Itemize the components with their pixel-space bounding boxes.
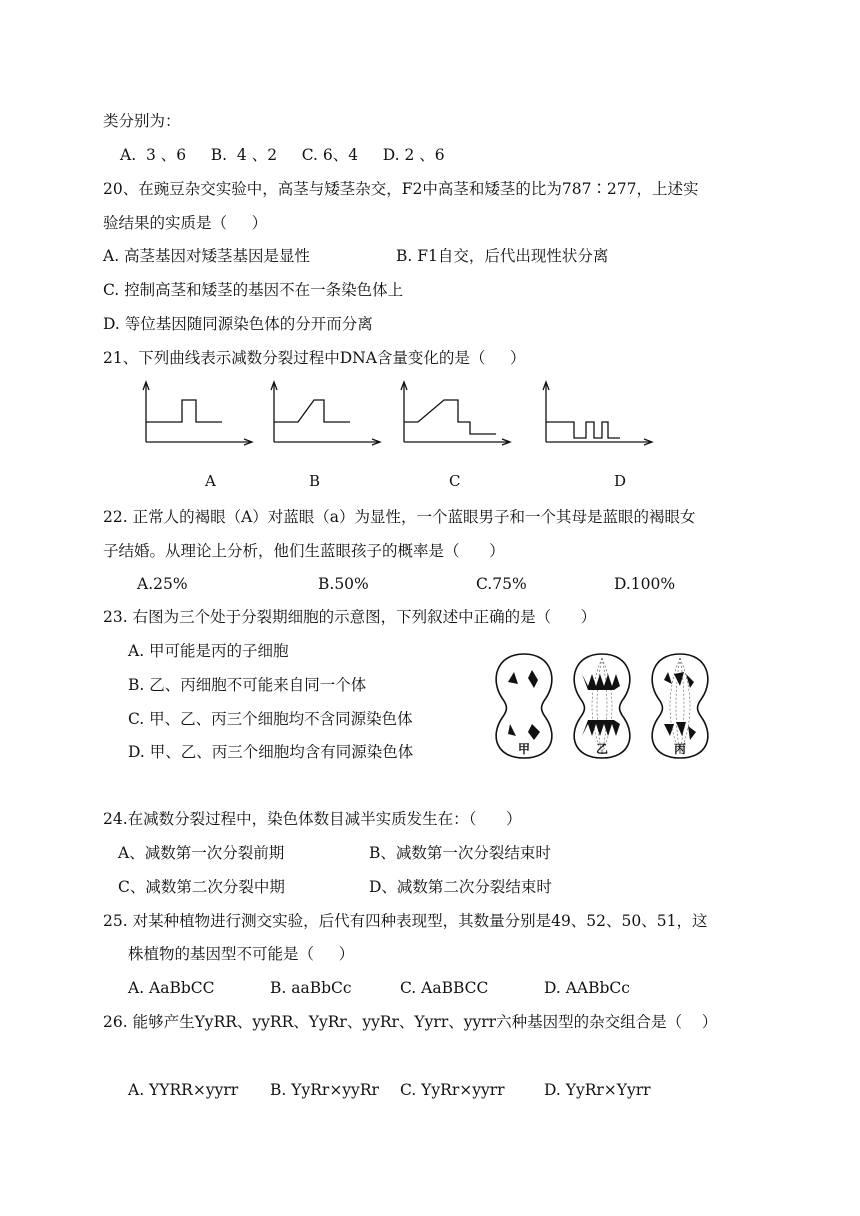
q23-option-b: B. 乙、丙细胞不可能来自同一个体 — [128, 676, 367, 694]
q20-option-a: A. 高茎基因对矮茎基因是显性 — [103, 247, 311, 265]
q26-option-c: C. YyRr×yyrr — [400, 1081, 505, 1099]
q25-option-a: A. AaBbCC — [128, 979, 215, 997]
q22-option-c: C.75% — [476, 575, 527, 593]
q25-stem-line1: 25. 对某种植物进行测交实验，后代有四种表现型，其数量分别是49、52、50、51，这 — [103, 912, 708, 930]
q21-graph-d — [540, 380, 660, 450]
q23-cell-label-yi: 乙 — [596, 742, 609, 756]
q26-option-b: B. YyRr×yyRr — [270, 1081, 379, 1099]
q22-option-b: B.50% — [318, 575, 369, 593]
q21-graph-a — [140, 380, 260, 450]
q21-graph-d-label: D — [614, 472, 627, 490]
q22-stem-line1: 22. 正常人的褐眼（A）对蓝眼（a）为显性，一个蓝眼男子和一个其母是蓝眼的褐眼女 — [103, 508, 696, 526]
q26-option-d: D. YyRr×Yyrr — [544, 1081, 651, 1099]
q23-option-c: C. 甲、乙、丙三个细胞均不含同源染色体 — [128, 710, 413, 728]
q21-graph-b-label: B — [309, 472, 321, 490]
q24-option-a: A、减数第一次分裂前期 — [118, 844, 285, 862]
q25-option-b: B. aaBbCc — [270, 979, 352, 997]
q21-graph-c-label: C — [449, 472, 461, 490]
q23-cell-label-bing: 丙 — [674, 742, 687, 756]
q22-option-d: D.100% — [614, 575, 676, 593]
q25-stem-line2: 株植物的基因型不可能是（ ） — [128, 945, 355, 963]
q21-graph-c — [398, 380, 518, 450]
q21-stem: 21、下列曲线表示减数分裂过程中DNA含量变化的是（ ） — [103, 349, 526, 367]
q25-option-c: C. AaBBCC — [400, 979, 489, 997]
q24-option-b: B、减数第一次分裂结束时 — [369, 844, 551, 862]
q21-graph-a-label: A — [205, 472, 216, 490]
q25-option-d: D. AABbCc — [544, 979, 630, 997]
q20-stem-line2: 验结果的实质是（ ） — [103, 214, 268, 232]
q23-option-d: D. 甲、乙、丙三个细胞均含有同源染色体 — [128, 743, 414, 761]
q20-option-c: C. 控制高茎和矮茎的基因不在一条染色体上 — [103, 281, 404, 299]
q20-option-d: D. 等位基因随同源染色体的分开而分离 — [103, 315, 373, 333]
q23-option-a: A. 甲可能是丙的子细胞 — [128, 642, 289, 660]
q20-stem-line1: 20、在豌豆杂交实验中，高茎与矮茎杂交，F2中高茎和矮茎的比为787∶277，上述实 — [103, 180, 699, 198]
q24-option-c: C、减数第二次分裂中期 — [118, 878, 285, 896]
q22-stem-line2: 子结婚。从理论上分析，他们生蓝眼孩子的概率是（ ） — [103, 542, 505, 560]
q26-option-a: A. YYRR×yyrr — [128, 1081, 239, 1099]
line-category-count: 类分别为： — [103, 112, 181, 130]
q21-graph-b — [268, 380, 388, 450]
q19-options: A. 3 、6 B. 4 、2 C. 6、4 D. 2 、6 — [120, 146, 445, 164]
q26-stem: 26. 能够产生YyRR、yyRR、YyRr、yyRr、Yyrr、yyrr六种基因型的杂交组合是（ ） — [103, 1013, 718, 1031]
q20-option-b: B. F1自交，后代出现性状分离 — [396, 247, 609, 265]
q23-cell-label-jia: 甲 — [518, 742, 531, 756]
q24-option-d: D、减数第二次分裂结束时 — [369, 878, 552, 896]
q23-stem: 23. 右图为三个处于分裂期细胞的示意图，下列叙述中正确的是（ ） — [103, 608, 597, 626]
q22-option-a: A.25% — [137, 575, 188, 593]
q24-stem: 24.在减数分裂过程中，染色体数目减半实质发生在：（ ） — [103, 810, 522, 828]
